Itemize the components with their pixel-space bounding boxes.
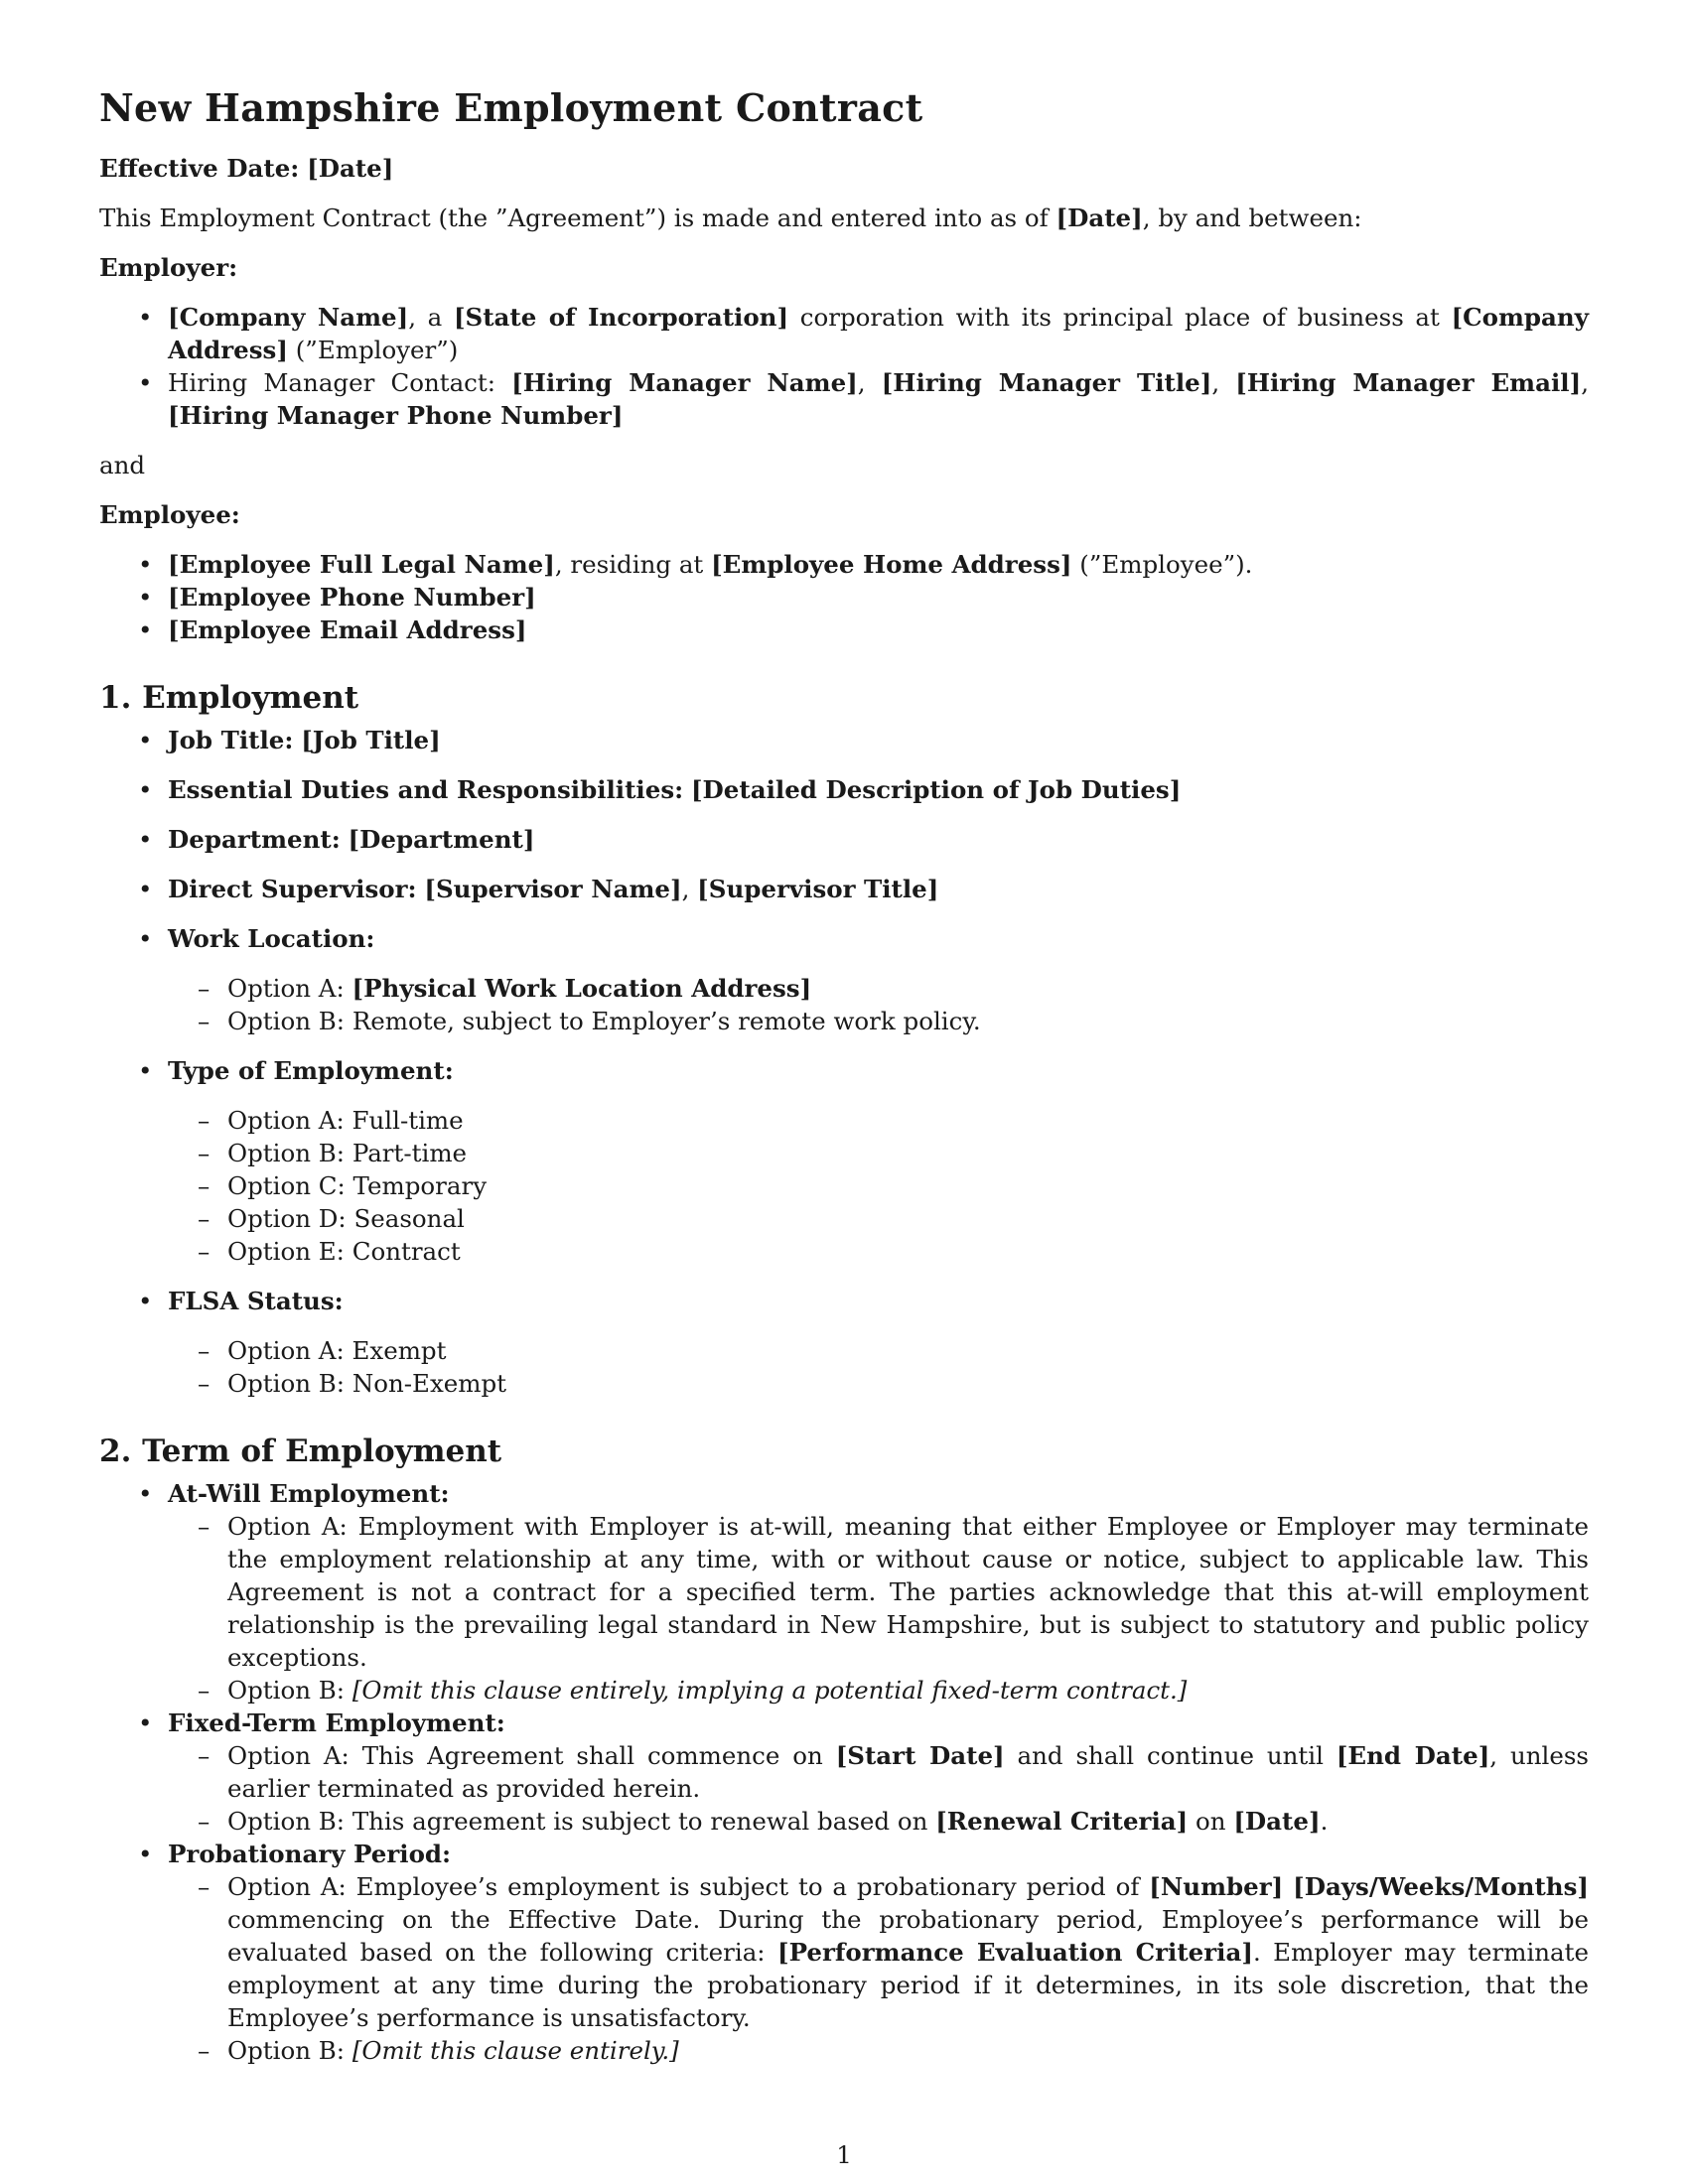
intro-paragraph — [99, 202, 1589, 234]
employment-type-option: – Option C: Temporary — [168, 1169, 1589, 1202]
term-list — [99, 1477, 1589, 2067]
flsa-option: – Option A: Exempt — [168, 1334, 1589, 1367]
supervisor-title-field: [Supervisor Title] — [697, 875, 939, 903]
clause-text: commencing on the Effective Date. During the probationary period, Employee’s performance will be evaluated based on the following criteria: — [227, 1905, 1589, 1967]
employment-type-item — [99, 1054, 1589, 1268]
omit-note: [Omit this clause entirely.] — [352, 2036, 679, 2065]
employment-list — [99, 724, 1589, 1400]
section-heading-employment: 1. Employment — [99, 680, 359, 716]
department-item — [99, 823, 1589, 856]
probation-options — [168, 1870, 1589, 2067]
fixed-term-options — [168, 1739, 1589, 1838]
work-location-item — [99, 922, 1589, 1037]
company-address-field: [Company Address] — [168, 303, 1589, 364]
document-title: New Hampshire Employment Contract — [99, 85, 923, 130]
option-prefix: Option B: — [227, 1676, 352, 1705]
employee-name-field: [Employee Full Legal Name] — [168, 550, 555, 579]
and-text: and — [99, 451, 146, 479]
employment-type-option: – Option A: Full-time — [168, 1104, 1589, 1137]
clause-text: Option A: Employee’s employment is subject to a probationary period of — [227, 1872, 1150, 1901]
end-date-field: [End Date] — [1336, 1741, 1490, 1770]
employee-label: Employee: — [99, 500, 240, 529]
employee-phone-field: [Employee Phone Number] — [168, 583, 536, 612]
at-will-item — [99, 1477, 1589, 1706]
hiring-manager-label: Hiring Manager Contact: — [168, 368, 512, 397]
supervisor-name-field: [Supervisor Name] — [424, 875, 682, 903]
clause-text: on — [1188, 1807, 1234, 1836]
clause-text: Option A: This Agreement shall commence on — [227, 1741, 836, 1770]
page-number: 1 — [836, 2140, 852, 2169]
effective-date-label: Effective Date: — [99, 154, 300, 183]
employment-type-option: – Option B: Part-time — [168, 1137, 1589, 1169]
probation-option-b — [168, 2034, 1589, 2067]
probation-unit-field: [Days/Weeks/Months] — [1293, 1872, 1589, 1901]
department-field: [Department] — [348, 825, 535, 854]
job-title-item — [99, 724, 1589, 756]
employee-list — [99, 548, 1589, 646]
employment-type-label: Type of Employment: — [168, 1056, 454, 1085]
flsa-status-label: FLSA Status: — [168, 1287, 344, 1315]
start-date-field: [Start Date] — [835, 1741, 1005, 1770]
employer-company-item — [99, 301, 1589, 366]
employee-address-field: [Employee Home Address] — [711, 550, 1072, 579]
probation-number-field: [Number] — [1149, 1872, 1284, 1901]
fixed-term-option-b — [168, 1805, 1589, 1838]
supervisor-item — [99, 873, 1589, 905]
separator: , — [1211, 368, 1236, 397]
at-will-option-a: – Option A: Employment with Employer is at-will, meaning that either Employee or Employer may terminate the employment relationship at any time, with or without cause or notice, subject to applicable law. This Agreement is not a contract for a specified term. The parties acknowledge that this at-will employment relationship is the prevailing legal standard in New Hampshire, but is subject to statutory and public policy exceptions. — [168, 1510, 1589, 1674]
at-will-label: At-Will Employment: — [168, 1479, 450, 1508]
effective-date-line — [99, 152, 1589, 185]
renewal-date-field: [Date] — [1233, 1807, 1321, 1836]
renewal-criteria-field: [Renewal Criteria] — [935, 1807, 1189, 1836]
fixed-term-item — [99, 1706, 1589, 1838]
company-name-field: [Company Name] — [168, 303, 409, 332]
separator: , — [1581, 368, 1589, 397]
omit-note: [Omit this clause entirely, implying a potential fixed-term contract.] — [352, 1676, 1188, 1705]
duties-item — [99, 773, 1589, 806]
fixed-term-option-a — [168, 1739, 1589, 1805]
flsa-status-options — [168, 1334, 1589, 1400]
employment-type-option: – Option E: Contract — [168, 1235, 1589, 1268]
intro-text-post: , by and between: — [1142, 204, 1362, 232]
hiring-manager-title-field: [Hiring Manager Title] — [881, 368, 1212, 397]
flsa-option: – Option B: Non-Exempt — [168, 1367, 1589, 1400]
probation-item — [99, 1838, 1589, 2067]
at-will-option-b — [168, 1674, 1589, 1706]
probation-label: Probationary Period: — [168, 1840, 452, 1868]
employee-name-item — [99, 548, 1589, 581]
employment-type-options — [168, 1104, 1589, 1268]
employee-text: (”Employee”). — [1071, 550, 1253, 579]
employee-email-item — [99, 614, 1589, 646]
clause-text: , unless earlier terminated as provided herein. — [227, 1741, 1589, 1803]
separator: , — [681, 875, 698, 903]
at-will-options — [168, 1510, 1589, 1706]
department-label: Department: — [168, 825, 341, 854]
flsa-status-item — [99, 1285, 1589, 1400]
work-location-label: Work Location: — [168, 924, 375, 953]
hiring-manager-name-field: [Hiring Manager Name] — [511, 368, 858, 397]
employment-type-option: – Option D: Seasonal — [168, 1202, 1589, 1235]
separator: , — [857, 368, 882, 397]
clause-text: Option B: This agreement is subject to renewal based on — [227, 1807, 936, 1836]
clause-text: and shall continue until — [1004, 1741, 1336, 1770]
section-heading-term: 2. Term of Employment — [99, 1433, 502, 1469]
supervisor-label: Direct Supervisor: — [168, 875, 417, 903]
employer-text: (”Employer”) — [287, 336, 459, 364]
document-page — [99, 85, 1589, 2084]
employer-text: corporation with its principal place of business at — [788, 303, 1452, 332]
work-location-option-b: – Option B: Remote, subject to Employer’s remote work policy. — [168, 1005, 1589, 1037]
job-title-field: [Job Title] — [301, 726, 441, 754]
hiring-manager-item — [99, 366, 1589, 432]
effective-date-value: [Date] — [307, 154, 394, 183]
fixed-term-label: Fixed-Term Employment: — [168, 1708, 505, 1737]
work-location-option-a — [168, 972, 1589, 1005]
employee-email-field: [Employee Email Address] — [168, 615, 527, 644]
employee-text: , residing at — [554, 550, 712, 579]
clause-text: . — [1320, 1807, 1329, 1836]
duties-label: Essential Duties and Responsibilities: — [168, 775, 684, 804]
clause-text: . Employer may terminate employment at any time during the probationary period if it determines, in its sole discretion, that the Employee’s performance is unsatisfactory. — [227, 1938, 1590, 2032]
employee-phone-item — [99, 581, 1589, 614]
work-location-options — [168, 972, 1589, 1037]
duties-field: [Detailed Description of Job Duties] — [690, 775, 1182, 804]
employer-label: Employer: — [99, 253, 238, 282]
work-location-address-field: [Physical Work Location Address] — [352, 974, 812, 1003]
option-prefix: Option A: — [227, 974, 352, 1003]
hiring-manager-phone-field: [Hiring Manager Phone Number] — [168, 401, 624, 430]
employer-list — [99, 301, 1589, 432]
job-title-label: Job Title: — [168, 726, 294, 754]
clause-text — [1283, 1872, 1293, 1901]
option-prefix: Option B: — [227, 2036, 352, 2065]
intro-text-pre: This Employment Contract (the ”Agreement”) is made and entered into as of — [99, 204, 1056, 232]
state-field: [State of Incorporation] — [453, 303, 789, 332]
evaluation-criteria-field: [Performance Evaluation Criteria] — [777, 1938, 1253, 1967]
employer-text: , a — [408, 303, 454, 332]
hiring-manager-email-field: [Hiring Manager Email] — [1235, 368, 1582, 397]
intro-date: [Date] — [1055, 204, 1143, 232]
probation-option-a — [168, 1870, 1589, 2034]
